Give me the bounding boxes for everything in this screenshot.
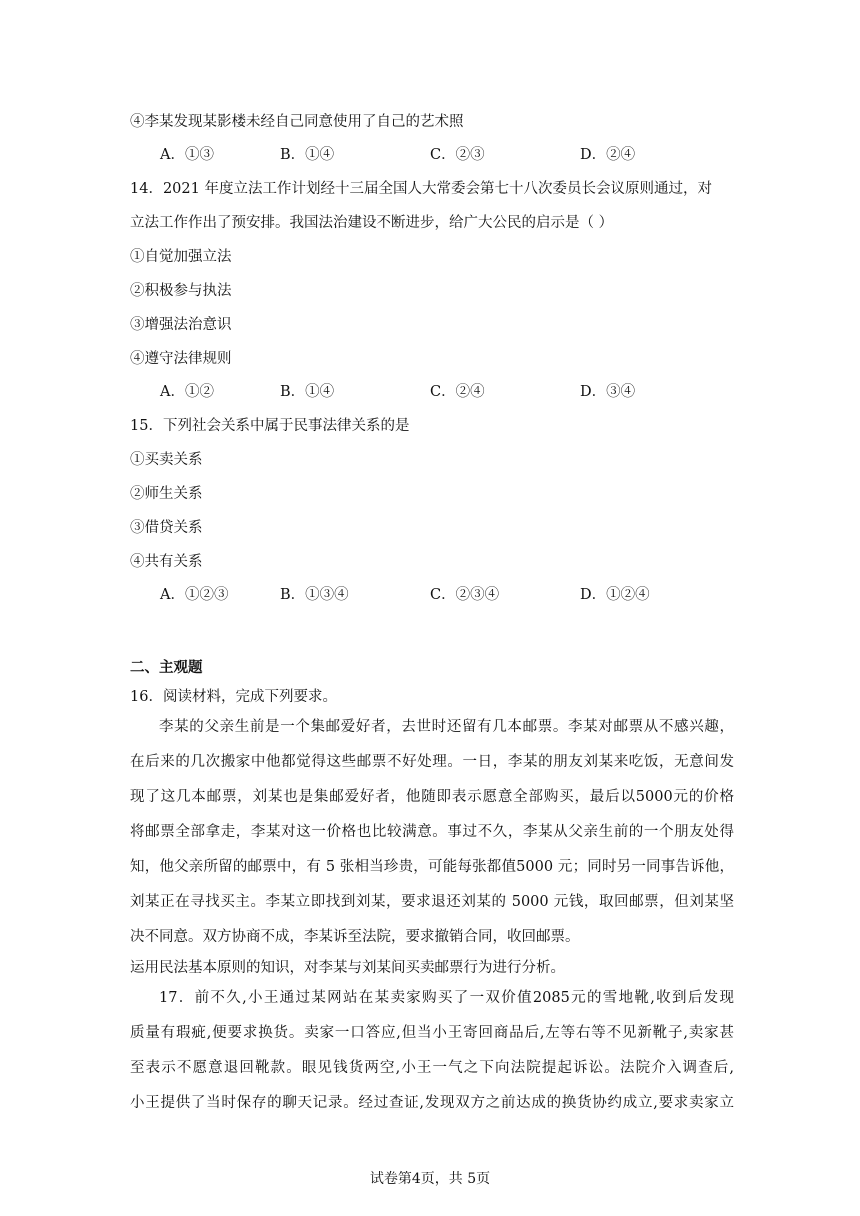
q17-line: 17．前不久,小王通过某网站在某卖家购买了一双价值2085元的雪地靴,收到后发现 [159, 990, 734, 1006]
page-footer: 试卷第4页，共 5页 [369, 1171, 491, 1187]
q16-material-line: 决不同意。双方协商不成，李某诉至法院，要求撤销合同，收回邮票。 [130, 929, 580, 945]
q16-material-line: 刘某正在寻找买主。李某立即找到刘某，要求退还刘某的 5000 元钱，取回邮票，但刘某坚 [130, 894, 734, 910]
q16-material-line: 李某的父亲生前是一个集邮爱好者，去世时还留有几本邮票。李某对邮票从不感兴趣， [159, 719, 734, 735]
q16-material-line: 现了这几本邮票，刘某也是集邮爱好者，他随即表示愿意全部购买，最后以5000元的价格 [130, 789, 734, 805]
q15-item-4: ④共有关系 [130, 554, 203, 570]
q17-line: 小王提供了当时保存的聊天记录。经过查证,发现双方之前达成的换货协约成立,要求卖家立 [130, 1095, 734, 1111]
q13-option-b: B．①④ [280, 147, 335, 163]
section-heading: 二、主观题 [130, 659, 203, 676]
q15-item-1: ①买卖关系 [130, 452, 203, 468]
q14-stem-line-2: 立法工作作出了预安排。我国法治建设不断进步，给广大公民的启示是（ ） [130, 215, 614, 231]
q14-options [160, 385, 780, 405]
q14-item-3: ③增强法治意识 [130, 317, 232, 333]
q14-option-a: A．①② [160, 384, 214, 400]
q15-option-d: D．①②④ [580, 587, 650, 603]
q14-item-1: ①自觉加强立法 [130, 249, 232, 265]
q14-option-d: D．③④ [580, 384, 636, 400]
q16-stem: 16．阅读材料，完成下列要求。 [130, 689, 337, 705]
q13-options [160, 148, 780, 168]
q16-material-line: 知，他父亲所留的邮票中，有 5 张相当珍贵，可能每张都值5000 元；同时另一同事告诉他， [130, 859, 734, 875]
q15-option-a: A．①②③ [160, 587, 229, 603]
q14-option-c: C．②④ [430, 384, 485, 400]
q17-material [130, 981, 734, 1121]
q13-item-4: ④李某发现某影楼未经自己同意使用了自己的艺术照 [130, 114, 464, 130]
q13-option-c: C．②③ [430, 147, 485, 163]
q15-options [160, 588, 780, 608]
q13-option-a: A．①③ [160, 147, 214, 163]
q15-item-2: ②师生关系 [130, 486, 203, 502]
q16-material-line: 在后来的几次搬家中他都觉得这些邮票不好处理。一日，李某的朋友刘某来吃饭，无意间发 [130, 754, 734, 770]
q15-stem: 15．下列社会关系中属于民事法律关系的是 [130, 418, 410, 434]
q14-item-2: ②积极参与执法 [130, 283, 232, 299]
q14-option-b: B．①④ [280, 384, 335, 400]
q16-material-line: 将邮票全部拿走，李某对这一价格也比较满意。事过不久，李某从父亲生前的一个朋友处得 [130, 824, 734, 840]
q17-line: 至表示不愿意退回靴款。眼见钱货两空,小王一气之下向法院提起诉讼。法院介入调查后, [130, 1060, 734, 1076]
q15-option-c: C．②③④ [430, 587, 500, 603]
q13-option-d: D．②④ [580, 147, 636, 163]
q16-question: 运用民法基本原则的知识，对李某与刘某间买卖邮票行为进行分析。 [130, 960, 565, 976]
q15-option-b: B．①③④ [280, 587, 349, 603]
q15-item-3: ③借贷关系 [130, 520, 203, 536]
q16-material [130, 710, 734, 955]
q17-line: 质量有瑕疵,便要求换货。卖家一口答应,但当小王寄回商品后,左等右等不见新靴子,卖家甚 [130, 1025, 734, 1041]
q14-stem-line-1: 14．2021 年度立法工作计划经十三届全国人大常委会第七十八次委员长会议原则通过，对 [130, 181, 712, 197]
q14-item-4: ④遵守法律规则 [130, 351, 232, 367]
